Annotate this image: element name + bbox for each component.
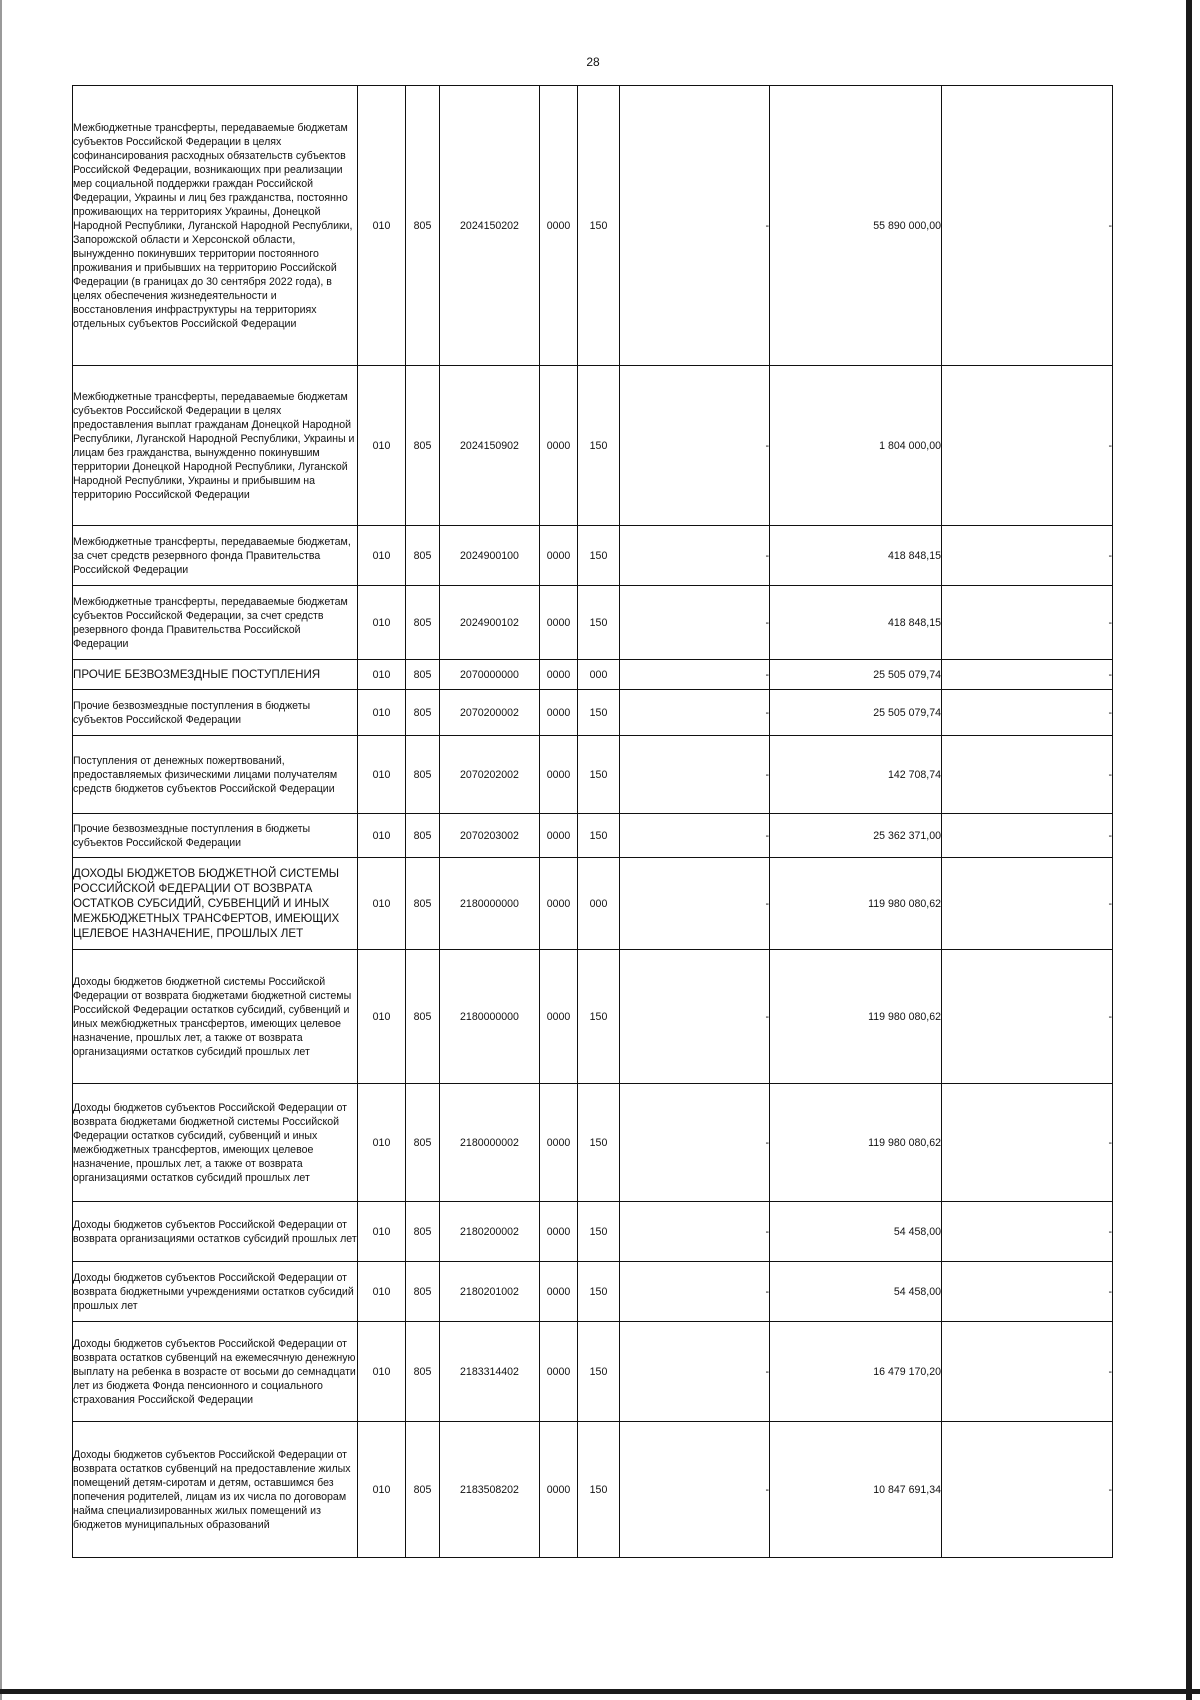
row-code-5: 150: [578, 950, 620, 1084]
row-description: Поступления от денежных пожертвований, предоставляемых физическими лицами получателям средств бюджетов субъектов Российской Федерации: [73, 736, 358, 814]
row-code-1: 010: [358, 526, 406, 586]
row-code-2: 805: [406, 1262, 440, 1322]
row-amount: 25 505 079,74: [770, 690, 942, 736]
table-row: [73, 1202, 1113, 1262]
row-code-4: 0000: [540, 736, 578, 814]
row-code-3: 2024150902: [440, 366, 540, 526]
row-code-4: 0000: [540, 690, 578, 736]
scan-right-edge: [1186, 0, 1192, 1700]
table-row: [73, 950, 1113, 1084]
row-value-empty: -: [620, 366, 770, 526]
row-description: ДОХОДЫ БЮДЖЕТОВ БЮДЖЕТНОЙ СИСТЕМЫ РОССИЙСКОЙ ФЕДЕРАЦИИ ОТ ВОЗВРАТА ОСТАТКОВ СУБСИДИЙ, СУБВЕНЦИЙ И ИНЫХ МЕЖБЮДЖЕТНЫХ ТРАНСФЕРТОВ, ИМЕЮЩИХ ЦЕЛЕВОЕ НАЗНАЧЕНИЕ, ПРОШЛЫХ ЛЕТ: [73, 858, 358, 950]
row-value-last: -: [942, 366, 1113, 526]
row-amount: 119 980 080,62: [770, 858, 942, 950]
row-amount: 119 980 080,62: [770, 1084, 942, 1202]
row-value-empty: -: [620, 858, 770, 950]
table-row: [73, 1084, 1113, 1202]
row-value-empty: -: [620, 814, 770, 858]
row-code-3: 2180000000: [440, 950, 540, 1084]
table-row: [73, 736, 1113, 814]
row-value-empty: -: [620, 660, 770, 690]
row-value-last: -: [942, 86, 1113, 366]
row-description: Доходы бюджетов субъектов Российской Федерации от возврата остатков субвенций на ежемесячную денежную выплату на ребенка в возрасте от восьми до семнадцати лет из бюджета Фонда пенсионного и социального страхования Российской Федерации: [73, 1322, 358, 1422]
row-code-1: 010: [358, 690, 406, 736]
row-value-last: -: [942, 660, 1113, 690]
row-code-4: 0000: [540, 1422, 578, 1558]
row-description: Межбюджетные трансферты, передаваемые бюджетам субъектов Российской Федерации в целях предоставления выплат гражданам Донецкой Народной Республики, Луганской Народной Республики, Украины и лицам без гражданства, вынужденно покинувшим территории Донецкой Народной Республики, Луганской Народной Республики, Украины и прибывшим на территорию Российской Федерации: [73, 366, 358, 526]
row-code-5: 150: [578, 86, 620, 366]
row-value-empty: -: [620, 1422, 770, 1558]
row-code-2: 805: [406, 366, 440, 526]
row-value-empty: -: [620, 86, 770, 366]
row-code-1: 010: [358, 1202, 406, 1262]
row-code-5: 150: [578, 1322, 620, 1422]
table-row: [73, 1322, 1113, 1422]
row-value-last: -: [942, 690, 1113, 736]
row-code-1: 010: [358, 858, 406, 950]
row-description: Межбюджетные трансферты, передаваемые бюджетам субъектов Российской Федерации в целях софинансирования расходных обязательств субъектов Российской Федерации, возникающих при реализации мер социальной поддержки граждан Российской Федерации, Украины и лиц без гражданства, постоянно проживающих на территориях Украины, Донецкой Народной Республики, Луганской Народной Республики, Запорожской области и Херсонской области, вынужденно покинувших территории постоянного проживания и прибывших на территорию Российской Федерации (в границах до 30 сентября 2022 года), в целях обеспечения жизнедеятельности и восстановления инфраструктуры на территориях отдельных субъектов Российской Федерации: [73, 86, 358, 366]
row-code-2: 805: [406, 814, 440, 858]
row-amount: 54 458,00: [770, 1202, 942, 1262]
row-code-4: 0000: [540, 660, 578, 690]
row-code-3: 2024150202: [440, 86, 540, 366]
row-value-empty: -: [620, 1202, 770, 1262]
row-description: ПРОЧИЕ БЕЗВОЗМЕЗДНЫЕ ПОСТУПЛЕНИЯ: [73, 660, 358, 690]
row-code-2: 805: [406, 526, 440, 586]
row-code-3: 2183314402: [440, 1322, 540, 1422]
row-description: Прочие безвозмездные поступления в бюджеты субъектов Российской Федерации: [73, 690, 358, 736]
row-code-2: 805: [406, 660, 440, 690]
row-code-4: 0000: [540, 526, 578, 586]
row-code-3: 2024900102: [440, 586, 540, 660]
row-code-4: 0000: [540, 1084, 578, 1202]
table-row: [73, 814, 1113, 858]
row-code-3: 2183508202: [440, 1422, 540, 1558]
table-row: [73, 660, 1113, 690]
row-code-3: 2070000000: [440, 660, 540, 690]
row-code-1: 010: [358, 814, 406, 858]
table-row: [73, 586, 1113, 660]
row-code-4: 0000: [540, 1322, 578, 1422]
row-code-1: 010: [358, 586, 406, 660]
row-code-1: 010: [358, 736, 406, 814]
row-code-4: 0000: [540, 1202, 578, 1262]
row-value-empty: -: [620, 526, 770, 586]
row-code-4: 0000: [540, 586, 578, 660]
table-row: [73, 86, 1113, 366]
row-description: Доходы бюджетов субъектов Российской Федерации от возврата организациями остатков субсидий прошлых лет: [73, 1202, 358, 1262]
row-code-2: 805: [406, 1322, 440, 1422]
row-code-2: 805: [406, 586, 440, 660]
row-description: Доходы бюджетов бюджетной системы Российской Федерации от возврата бюджетами бюджетной системы Российской Федерации остатков субсидий, субвенций и иных межбюджетных трансфертов, имеющих целевое назначение, прошлых лет, а также от возврата организациями остатков субсидий прошлых лет: [73, 950, 358, 1084]
row-description: Доходы бюджетов субъектов Российской Федерации от возврата бюджетами бюджетной системы Российской Федерации остатков субсидий, субвенций и иных межбюджетных трансфертов, имеющих целевое назначение, прошлых лет, а также от возврата организациями остатков субсидий прошлых лет: [73, 1084, 358, 1202]
row-code-1: 010: [358, 950, 406, 1084]
row-description: Межбюджетные трансферты, передаваемые бюджетам, за счет средств резервного фонда Правительства Российской Федерации: [73, 526, 358, 586]
row-value-empty: -: [620, 690, 770, 736]
row-code-5: 150: [578, 366, 620, 526]
row-value-empty: -: [620, 1322, 770, 1422]
table-row: [73, 366, 1113, 526]
page-number: 28: [586, 55, 600, 69]
row-code-3: 2070200002: [440, 690, 540, 736]
row-code-4: 0000: [540, 366, 578, 526]
row-code-1: 010: [358, 86, 406, 366]
row-value-last: -: [942, 950, 1113, 1084]
row-amount: 142 708,74: [770, 736, 942, 814]
row-code-2: 805: [406, 86, 440, 366]
row-code-3: 2180000002: [440, 1084, 540, 1202]
row-amount: 25 505 079,74: [770, 660, 942, 690]
row-value-empty: -: [620, 950, 770, 1084]
row-code-5: 150: [578, 690, 620, 736]
row-description: Межбюджетные трансферты, передаваемые бюджетам субъектов Российской Федерации, за счет средств резервного фонда Правительства Российской Федерации: [73, 586, 358, 660]
row-code-5: 000: [578, 858, 620, 950]
row-value-last: -: [942, 736, 1113, 814]
row-code-2: 805: [406, 950, 440, 1084]
row-amount: 16 479 170,20: [770, 1322, 942, 1422]
row-value-empty: -: [620, 586, 770, 660]
row-code-3: 2180200002: [440, 1202, 540, 1262]
row-code-1: 010: [358, 1322, 406, 1422]
row-value-last: -: [942, 1084, 1113, 1202]
scan-bottom-edge: [0, 1689, 1200, 1694]
row-value-last: -: [942, 814, 1113, 858]
row-code-5: 000: [578, 660, 620, 690]
row-amount: 55 890 000,00: [770, 86, 942, 366]
row-code-2: 805: [406, 736, 440, 814]
row-code-5: 150: [578, 586, 620, 660]
row-amount: 418 848,15: [770, 586, 942, 660]
row-code-1: 010: [358, 1422, 406, 1558]
row-code-4: 0000: [540, 858, 578, 950]
row-code-5: 150: [578, 814, 620, 858]
row-value-empty: -: [620, 1084, 770, 1202]
table-row: [73, 1262, 1113, 1322]
row-value-last: -: [942, 1202, 1113, 1262]
row-amount: 54 458,00: [770, 1262, 942, 1322]
row-code-2: 805: [406, 858, 440, 950]
row-description: Доходы бюджетов субъектов Российской Федерации от возврата остатков субвенций на предоставление жилых помещений детям-сиротам и детям, оставшимся без попечения родителей, лицам из их числа по договорам найма специализированных жилых помещений из бюджетов муниципальных образований: [73, 1422, 358, 1558]
row-code-5: 150: [578, 1422, 620, 1558]
table-row: [73, 526, 1113, 586]
row-value-empty: -: [620, 736, 770, 814]
row-value-last: -: [942, 586, 1113, 660]
row-amount: 418 848,15: [770, 526, 942, 586]
row-code-5: 150: [578, 526, 620, 586]
row-code-5: 150: [578, 736, 620, 814]
table-body: [73, 86, 1113, 1558]
row-code-4: 0000: [540, 950, 578, 1084]
row-code-1: 010: [358, 660, 406, 690]
row-code-4: 0000: [540, 86, 578, 366]
row-code-3: 2070203002: [440, 814, 540, 858]
row-code-1: 010: [358, 366, 406, 526]
row-code-3: 2180000000: [440, 858, 540, 950]
row-code-1: 010: [358, 1262, 406, 1322]
row-code-1: 010: [358, 1084, 406, 1202]
row-description: Прочие безвозмездные поступления в бюджеты субъектов Российской Федерации: [73, 814, 358, 858]
table-row: [73, 1422, 1113, 1558]
row-code-2: 805: [406, 1422, 440, 1558]
row-code-4: 0000: [540, 814, 578, 858]
row-value-empty: -: [620, 1262, 770, 1322]
row-code-4: 0000: [540, 1262, 578, 1322]
row-code-2: 805: [406, 1084, 440, 1202]
row-code-5: 150: [578, 1262, 620, 1322]
row-code-3: 2024900100: [440, 526, 540, 586]
row-code-2: 805: [406, 1202, 440, 1262]
row-amount: 25 362 371,00: [770, 814, 942, 858]
row-amount: 10 847 691,34: [770, 1422, 942, 1558]
row-value-last: -: [942, 1422, 1113, 1558]
row-code-2: 805: [406, 690, 440, 736]
row-code-3: 2180201002: [440, 1262, 540, 1322]
row-value-last: -: [942, 1262, 1113, 1322]
row-code-5: 150: [578, 1084, 620, 1202]
budget-table: [72, 85, 1113, 1558]
scan-left-edge: [0, 0, 2, 1700]
row-code-5: 150: [578, 1202, 620, 1262]
row-value-last: -: [942, 1322, 1113, 1422]
table-row: [73, 858, 1113, 950]
row-description: Доходы бюджетов субъектов Российской Федерации от возврата бюджетными учреждениями остатков субсидий прошлых лет: [73, 1262, 358, 1322]
row-code-3: 2070202002: [440, 736, 540, 814]
row-amount: 119 980 080,62: [770, 950, 942, 1084]
row-value-last: -: [942, 858, 1113, 950]
row-amount: 1 804 000,00: [770, 366, 942, 526]
row-value-last: -: [942, 526, 1113, 586]
table-row: [73, 690, 1113, 736]
